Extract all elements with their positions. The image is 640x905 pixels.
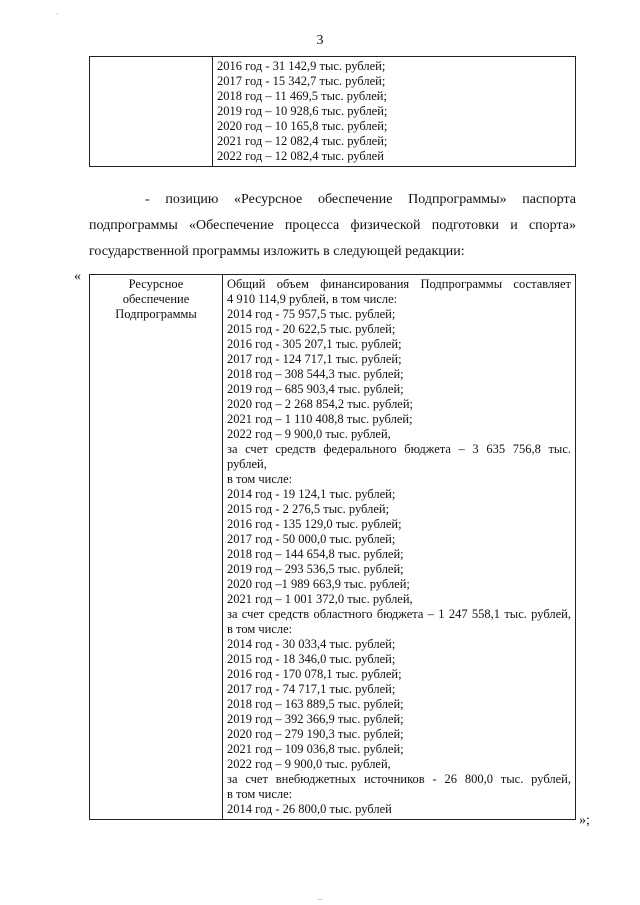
regional-year-line: 2018 год – 163 889,5 тыс. рублей; <box>227 697 404 711</box>
resource-value-cell <box>223 275 576 820</box>
federal-year-line: 2020 год –1 989 663,9 тыс. рублей; <box>227 577 410 591</box>
resource-provision-table <box>89 274 576 820</box>
federal-year-line: 2016 год - 135 129,0 тыс. рублей; <box>227 517 402 531</box>
label-line: Подпрограммы <box>115 307 197 321</box>
total-year-line: 2021 год – 1 110 408,8 тыс. рублей; <box>227 412 413 426</box>
total-funding-line: Общий объем финансирования Подпрограммы составляет <box>227 277 571 291</box>
federal-budget-line: за счет средств федерального бюджета – 3 635 756,8 тыс. рублей, <box>227 442 571 471</box>
regional-year-line: 2016 год - 170 078,1 тыс. рублей; <box>227 667 402 681</box>
label-line: обеспечение <box>122 292 190 306</box>
closing-quote: »; <box>579 813 590 828</box>
funding-years-cell <box>213 57 576 167</box>
funding-year-line: 2020 год – 10 165,8 тыс. рублей; <box>217 119 388 133</box>
federal-year-line: 2017 год - 50 000,0 тыс. рублей; <box>227 532 396 546</box>
funding-continuation-table <box>89 56 576 167</box>
federal-year-line: 2021 год – 1 001 372,0 тыс. рублей, <box>227 592 413 606</box>
extrabudgetary-line: за счет внебюджетных источников - 26 800,0 тыс. рублей, <box>227 772 571 786</box>
scan-noise-mark: · <box>56 10 59 19</box>
funding-year-line: 2016 год - 31 142,9 тыс. рублей; <box>217 59 386 73</box>
paragraph-line: государственной программы изложить в следующей редакции: <box>89 244 465 259</box>
empty-label-cell <box>90 57 213 167</box>
extrabudgetary-including-line: в том числе: <box>227 787 293 801</box>
paragraph-line: - позицию «Ресурсное обеспечение Подпрограммы» паспорта <box>145 192 576 207</box>
total-year-line: 2015 год - 20 622,5 тыс. рублей; <box>227 322 396 336</box>
funding-year-line: 2017 год - 15 342,7 тыс. рублей; <box>217 74 386 88</box>
federal-year-line: 2014 год - 19 124,1 тыс. рублей; <box>227 487 396 501</box>
regional-year-line: 2014 год - 30 033,4 тыс. рублей; <box>227 637 396 651</box>
total-year-line: 2017 год - 124 717,1 тыс. рублей; <box>227 352 402 366</box>
federal-year-line: 2019 год – 293 536,5 тыс. рублей; <box>227 562 404 576</box>
opening-quote: « <box>74 269 81 284</box>
regional-year-line: 2015 год - 18 346,0 тыс. рублей; <box>227 652 396 666</box>
funding-year-line: 2021 год – 12 082,4 тыс. рублей; <box>217 134 388 148</box>
regional-year-line: 2022 год – 9 900,0 тыс. рублей, <box>227 757 391 771</box>
funding-year-line: 2022 год – 12 082,4 тыс. рублей <box>217 149 384 163</box>
regional-year-line: 2017 год - 74 717,1 тыс. рублей; <box>227 682 396 696</box>
instruction-paragraph <box>89 187 576 265</box>
regional-year-line: 2020 год – 279 190,3 тыс. рублей; <box>227 727 404 741</box>
federal-year-line: 2018 год – 144 654,8 тыс. рублей; <box>227 547 404 561</box>
regional-including-line: в том числе: <box>227 622 293 636</box>
total-funding-amount: 4 910 114,9 рублей, в том числе: <box>227 292 398 306</box>
regional-year-line: 2019 год – 392 366,9 тыс. рублей; <box>227 712 404 726</box>
funding-year-line: 2019 год – 10 928,6 тыс. рублей; <box>217 104 388 118</box>
paragraph-line: подпрограммы «Обеспечение процесса физической подготовки и спорта» <box>89 218 576 233</box>
funding-year-line: 2018 год – 11 469,5 тыс. рублей; <box>217 89 387 103</box>
federal-including-line: в том числе: <box>227 472 293 486</box>
regional-year-line: 2021 год – 109 036,8 тыс. рублей; <box>227 742 404 756</box>
label-line: Ресурсное <box>128 277 184 291</box>
federal-year-line: 2015 год - 2 276,5 тыс. рублей; <box>227 502 390 516</box>
extrabudgetary-year-line: 2014 год - 26 800,0 тыс. рублей <box>227 802 392 816</box>
resource-label-cell <box>90 275 223 820</box>
total-year-line: 2020 год – 2 268 854,2 тыс. рублей; <box>227 397 414 411</box>
total-year-line: 2019 год – 685 903,4 тыс. рублей; <box>227 382 404 396</box>
total-year-line: 2016 год - 305 207,1 тыс. рублей; <box>227 337 402 351</box>
regional-budget-line: за счет средств областного бюджета – 1 247 558,1 тыс. рублей, <box>227 607 571 621</box>
scan-noise-mark: .. <box>318 893 322 902</box>
total-year-line: 2014 год - 75 957,5 тыс. рублей; <box>227 307 396 321</box>
total-year-line: 2022 год – 9 900,0 тыс. рублей, <box>227 427 391 441</box>
page-number: 3 <box>316 33 324 48</box>
total-year-line: 2018 год – 308 544,3 тыс. рублей; <box>227 367 404 381</box>
